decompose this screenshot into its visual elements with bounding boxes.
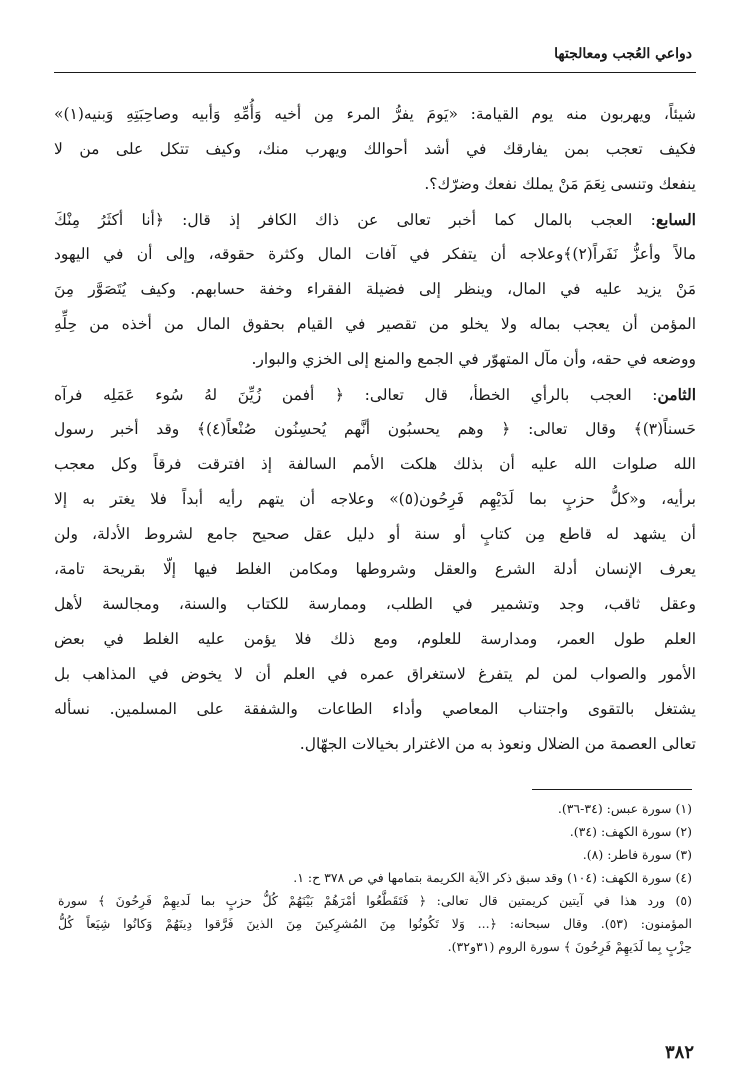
body-line: [54, 657, 696, 692]
body-line: [54, 202, 696, 237]
body-line-text: ينفعك وتنسى نِعَمَ مَنْ يملك نفعك وضرّك؟.: [424, 175, 696, 193]
body-line: [54, 412, 696, 447]
body-line: [54, 97, 696, 132]
body-line-text: العلم طول العمر، ومدارسة للعلوم، ومع ذلك فلا يؤمن عليه الغلط في بعض: [54, 630, 696, 648]
body-line: [54, 342, 696, 377]
header-rule: [54, 72, 696, 73]
body-line: [54, 307, 696, 342]
body-line-text: المؤمن أن يعجب بماله ولا يخلو من تقصير في القيام بحقوق المال من أخذه من حِلِّهِ: [54, 315, 696, 333]
footnote-line: المؤمنون: (٥٣). وقال سبحانه: ﴿... وَلا تَكُونُوا مِنَ المُشرِكينَ مِنَ الذينَ فَرَّقوا دِينَهُمْ وَكانُوا شِيَعاً كُلُّ: [58, 916, 692, 931]
body-line: [54, 552, 696, 587]
body-line: [54, 272, 696, 307]
body-line: [54, 237, 696, 272]
footnote-line: (٢) سورة الكهف: (٣٤).: [569, 824, 692, 839]
body-line-text: الأمور والصواب لمن لم يتفرغ لاستغراق عمره في العلم أن لا يخوض في المذاهب بل: [54, 665, 696, 683]
footnote-line: (٣) سورة فاطر: (٨).: [582, 847, 692, 862]
body-line: [54, 167, 696, 202]
body-line: [54, 377, 696, 412]
body-line-text: الله صلوات الله عليه أن بذلك هلكت الأمم السالفة إذ افترقت فرقاً وكل معجب: [54, 455, 696, 473]
body-text: [54, 97, 696, 762]
page-number: ٣٨٢: [664, 1042, 694, 1063]
section-heading-word: السابع: [655, 210, 696, 229]
body-line-text: فكيف تعجب بمن يفارقك في أشد أحوالك ويهرب منك، وكيف تتكل على من لا: [54, 140, 696, 158]
body-line-text: : العجب بالرأي الخطأ، قال تعالى: ﴿ أفمن زُيِّنَ لهُ سُوء عَمَلِه فرآه: [54, 386, 658, 404]
body-line-text: يعرف الإنسان أدلة الشرع والعقل وشروطها ومكامن الغلط فيها إلّا بقريحة تامة،: [54, 560, 696, 578]
body-line: [54, 517, 696, 552]
body-line: [54, 727, 696, 762]
footnote-line: (٥) ورد هذا في آيتين كريمتين قال تعالى: ﴿ فَتَقَطَّعُوا أمْرَهُمْ بَيْنَهُمْ كُلُّ حزبٍ بما لَديهِمْ فَرِحُونَ ﴾ سورة: [58, 893, 692, 908]
body-line-text: يشتغل بالتقوى واجتناب المعاصي وأداء الطاعات والشفقة على المسلمين. نسأله: [54, 700, 696, 718]
footnotes: [58, 797, 692, 958]
body-line: [54, 447, 696, 482]
body-line-text: شيئاً، ويهربون منه يوم القيامة: «يَومَ يفرُّ المرء مِن أخيه وَأُمِّهِ وَأبيه وصاحِبَتِهِ وَبنيه(١)»: [54, 105, 696, 123]
footnote-line: حِزْبٍ بِما لَدَيهِمْ فَرِحُونَ ﴾ سورة الروم (٣١و٣٢).: [447, 939, 692, 954]
body-line-text: مَنْ يزيد عليه في المال، وينظر إلى فضيلة الفقراء وخفة حسابهم. وكيف يُتَصَوَّر مِنَ: [54, 280, 696, 298]
section-heading-word: الثامن: [657, 385, 696, 404]
body-line-text: : العجب بالمال كما أخبر تعالى عن ذاك الكافر إذ قال: ﴿أنا أكثَرُ مِنْكَ: [54, 211, 656, 229]
body-line: [54, 587, 696, 622]
footnote-separator: [532, 789, 692, 790]
body-line-text: مالاً وأعزُّ نَفَراً(٢)﴾وعلاجه أن يتفكر في آفات المال وكثرة حقوقه، وإلى أن في اليهود: [54, 245, 696, 263]
body-line-text: حَسناً(٣)﴾ وقال تعالى: ﴿ وهم يحسبُون أنَّهم يُحسِنُون صُنْعاً(٤)﴾ وقد أخبر رسول: [54, 420, 696, 438]
footnote-line: (٤) سورة الكهف: (١٠٤) وقد سبق ذكر الآية الكريمة بتمامها في ص ٣٧٨ ح: ١.: [293, 870, 692, 885]
body-line-text: وعقل ثاقب، وجد وتشمير في الطلب، وممارسة للكتاب والسنة، ومجالسة لأهل: [54, 595, 696, 613]
body-line-text: أن يشهد له قاطع مِن كتابٍ أو سنة أو دليل عقل صحيح جامع لشروط الأدلة، ولن: [54, 525, 696, 543]
footnote-line: (١) سورة عبس: (٣٤-٣٦).: [557, 801, 692, 816]
body-line-text: تعالى العصمة من الضلال ونعوذ به من الاغترار بخيالات الجهّال.: [299, 735, 696, 753]
body-line: [54, 692, 696, 727]
body-line: [54, 482, 696, 517]
body-line-text: ووضعه في حقه، وأن مآل المتهوّر في الجمع والمنع إلى الخزي والبوار.: [251, 350, 696, 368]
body-line-text: برأيه، و«كلُّ حزبٍ بما لَدَيْهِم فَرِحُون(٥)» وعلاجه أن يتهم رأيه أبداً فلا يغتر به إلا: [54, 490, 696, 508]
body-line: [54, 622, 696, 657]
body-line: [54, 132, 696, 167]
running-head: دواعي العُجب ومعالجتها: [554, 46, 692, 62]
